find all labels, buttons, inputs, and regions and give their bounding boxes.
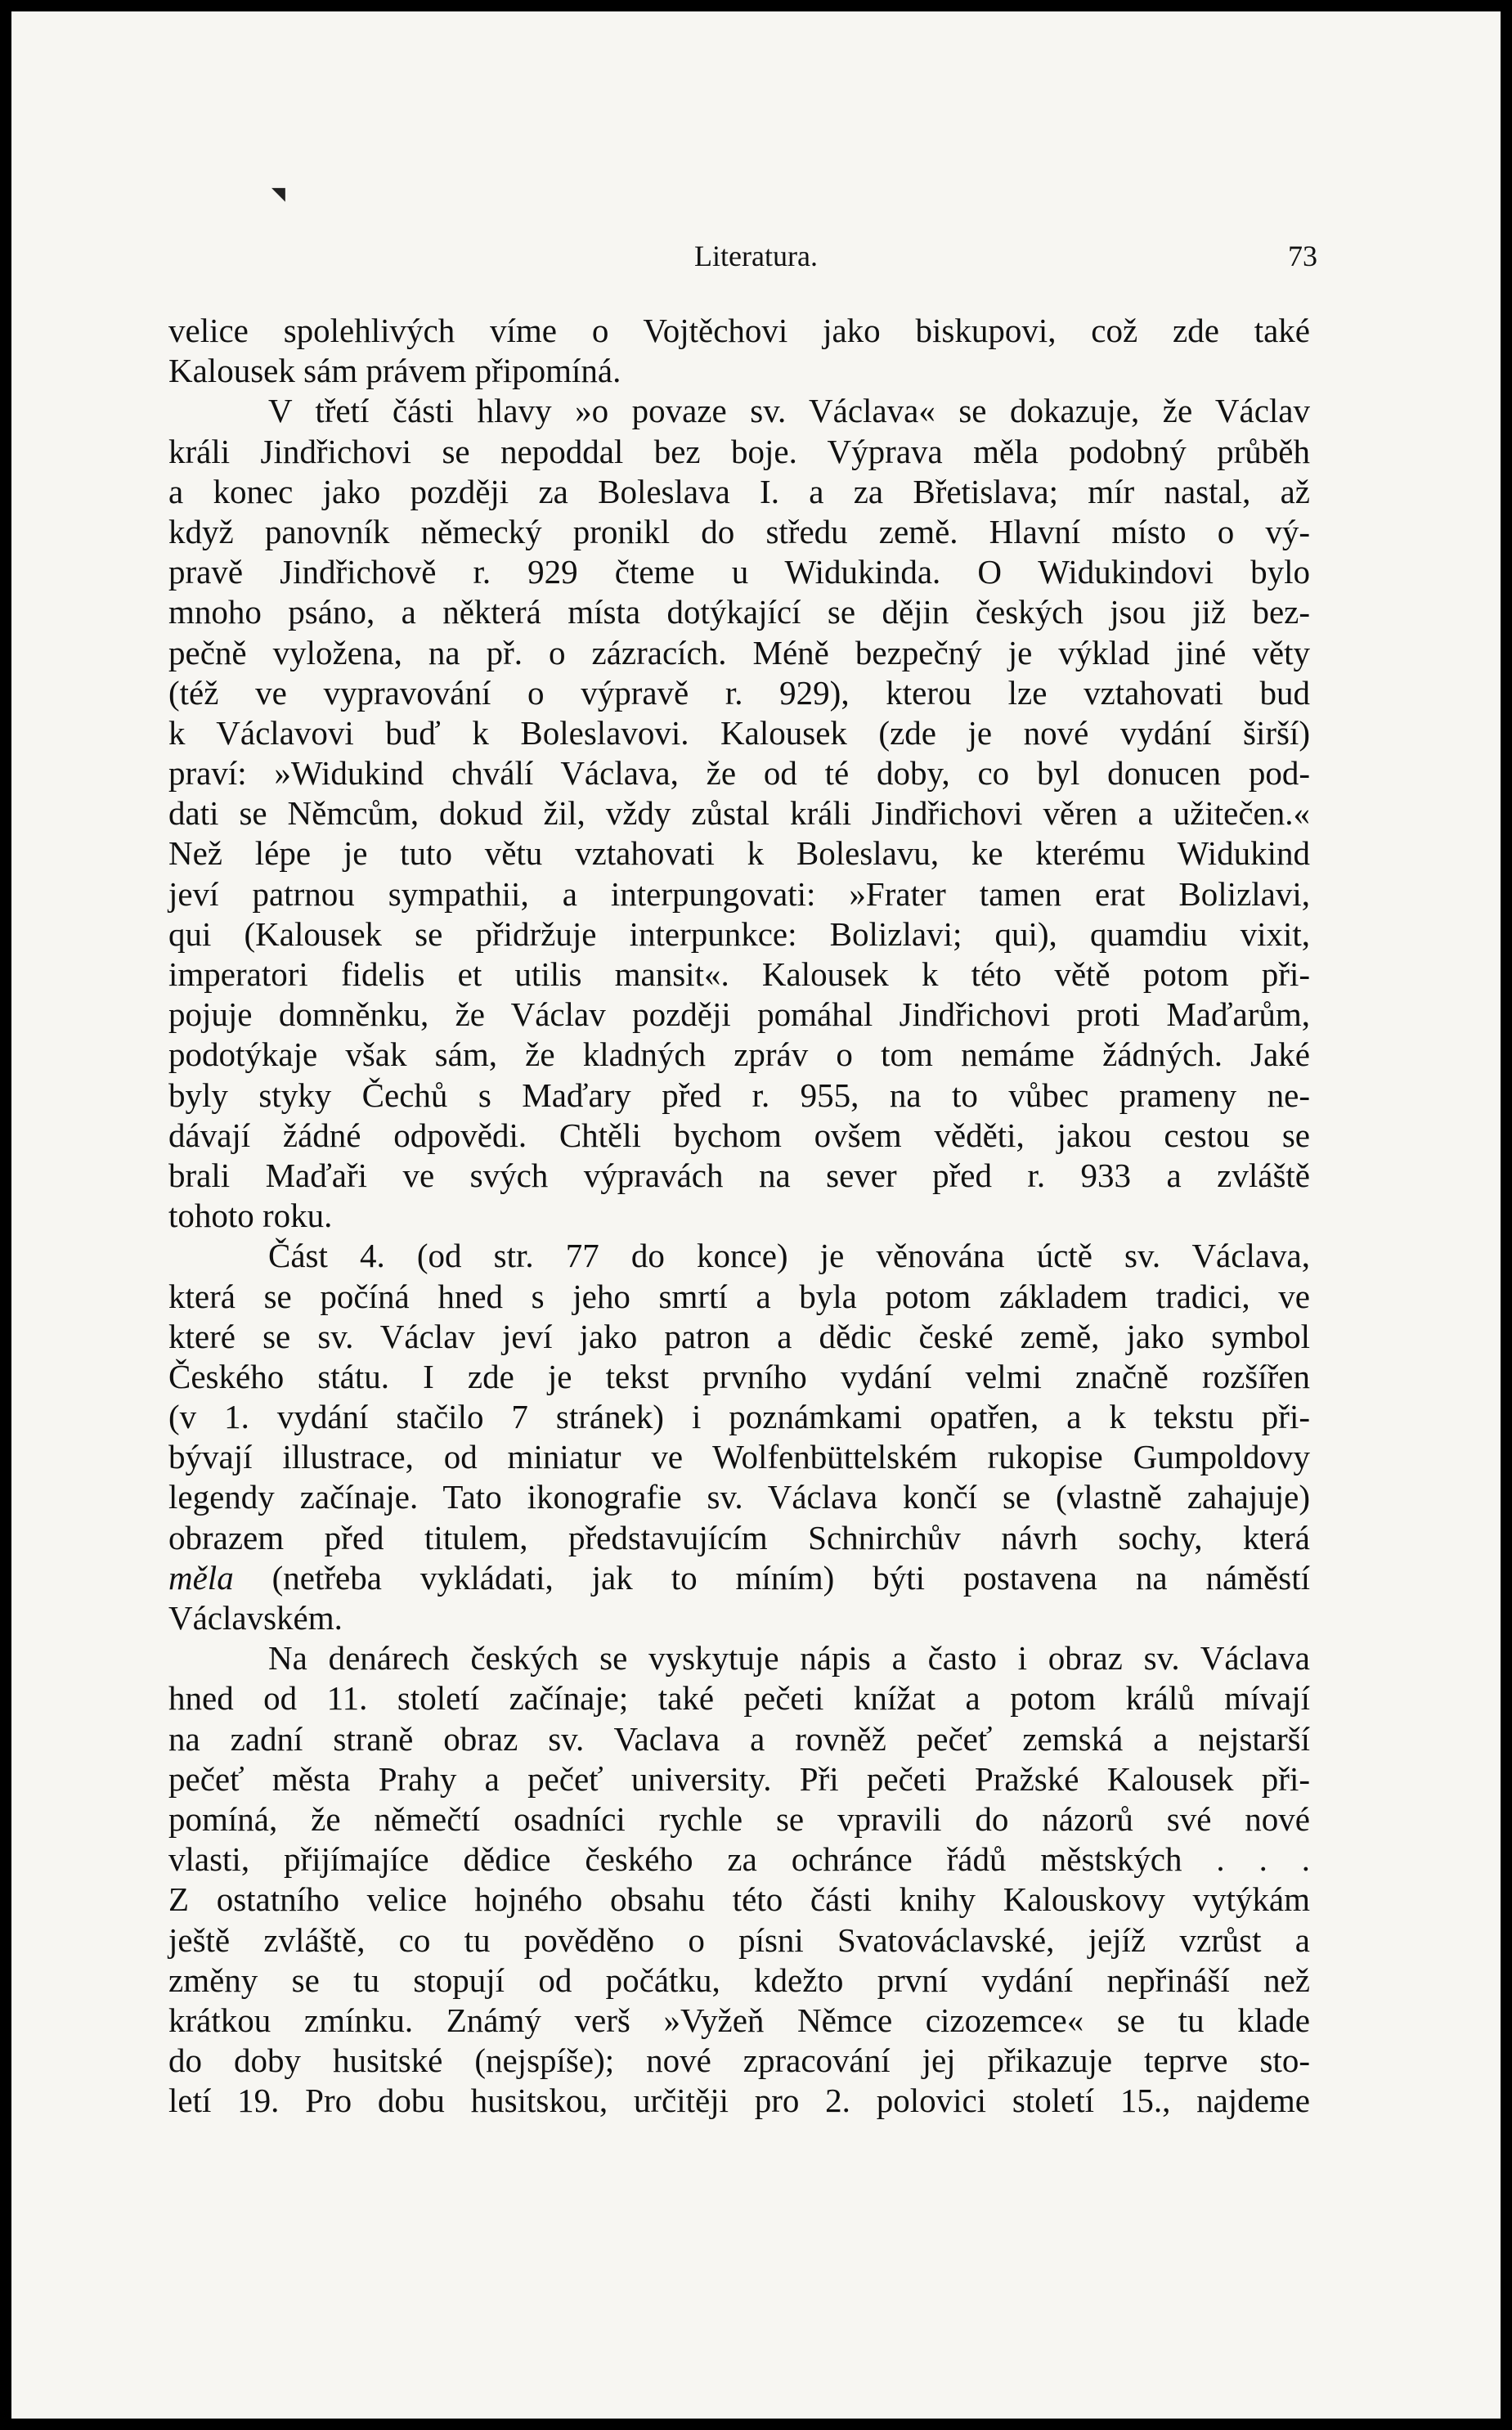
book-page	[11, 11, 1501, 2419]
text-line: a konec jako později za Boleslava I. a za Břetislava; mír nastal, až	[168, 472, 1310, 510]
text-line: pojuje domněnku, že Václav později pomáhal Jindřichovi proti Maďarům,	[168, 995, 1310, 1034]
text-line: (v 1. vydání stačilo 7 stránek) i poznámkami opatřen, a k tekstu při-	[168, 1398, 1310, 1436]
text-line: tohoto roku.	[168, 1197, 333, 1235]
text-line: dati se Němcům, dokud žil, vždy zůstal králi Jindřichovi věren a užitečen.«	[168, 794, 1310, 833]
text-line: hned od 11. století začínaje; také pečeti knížat a potom králů mívají	[168, 1679, 1310, 1718]
text-line: krátkou zmínku. Známý verš »Vyžeň Němce cizozemce« se tu klade	[168, 2001, 1310, 2039]
text-line: pečeť města Prahy a pečeť university. Při pečeti Pražské Kalousek při-	[168, 1759, 1310, 1798]
text-line: praví: »Widukind chválí Václava, že od té doby, co byl donucen pod-	[168, 754, 1310, 793]
text-line: králi Jindřichovi se nepoddal bez boje. Výprava měla podobný průběh	[168, 432, 1310, 470]
text-line: která se počíná hned s jeho smrtí a byla potom základem tradici, ve	[168, 1277, 1310, 1315]
text-line: Na denárech českých se vyskytuje nápis a často i obraz sv. Václava	[268, 1639, 1310, 1678]
text-line	[168, 2121, 1310, 2161]
text-line: qui (Kalousek se přidržuje interpunkce: Bolizlavi; qui), quamdiu vixit,	[168, 914, 1310, 953]
text-line: Z ostatního velice hojného obsahu této části knihy Kalouskovy vytýkám	[168, 1880, 1310, 1919]
text-line: pravě Jindřichově r. 929 čteme u Widukinda. O Widukindovi bylo	[168, 553, 1310, 591]
text-line: dávají žádné odpovědi. Chtěli bychom ovšem věděti, jakou cestou se	[168, 1116, 1310, 1154]
text-line: když panovník německý pronikl do středu země. Hlavní místo o vý-	[168, 512, 1310, 550]
text-line: vlasti, přijímajíce dědice českého za ochránce řádů městských . . .	[168, 1840, 1310, 1879]
text-line: legendy začínaje. Tato ikonografie sv. Václava končí se (vlastně zahajuje)	[168, 1478, 1310, 1516]
italic-word: měla	[168, 1558, 234, 1597]
text-line: bývají illustrace, od miniatur ve Wolfenbüttelském rukopise Gumpoldovy	[168, 1438, 1310, 1476]
text-line: podotýkaje však sám, že kladných zpráv o tom nemáme žádných. Jaké	[168, 1035, 1310, 1074]
text-line: V třetí části hlavy »o povaze sv. Václava« se dokazuje, že Václav	[268, 392, 1310, 430]
text-line: brali Maďaři ve svých výpravách na sever před r. 933 a zvláště	[168, 1156, 1310, 1194]
text-line: změny se tu stopují od počátku, kdežto první vydání nepřináší než	[168, 1961, 1310, 1999]
text-line: imperatori fidelis et utilis mansit«. Kalousek k této větě potom při-	[168, 955, 1310, 993]
text-line: Václavském.	[168, 1599, 343, 1637]
text-line: které se sv. Václav jeví jako patron a dědic české země, jako symbol	[168, 1317, 1310, 1355]
printer-mark: ◥	[271, 183, 285, 204]
text-line-with-italic	[168, 1558, 1310, 1598]
text-line: k Václavovi buď k Boleslavovi. Kalousek (zde je nové vydání širší)	[168, 713, 1310, 752]
text-line: letí 19. Pro dobu husitskou, určitěji pro 2. polovici století 15., najdeme	[168, 2082, 1310, 2120]
text-line: Než lépe je tuto větu vztahovati k Boleslavu, ke kterému Widukind	[168, 834, 1310, 873]
text-line: pečně vyložena, na př. o zázracích. Méně bezpečný je výklad jiné věty	[168, 633, 1310, 672]
text-line: (též ve vypravování o výpravě r. 929), kterou lze vztahovati bud	[168, 673, 1310, 712]
text-line: byly styky Čechů s Maďary před r. 955, na to vůbec prameny ne-	[168, 1076, 1310, 1114]
body-text	[168, 311, 1310, 2162]
text-line: Část 4. (od str. 77 do konce) je věnována úctě sv. Václava,	[268, 1237, 1310, 1275]
running-title: Literatura.	[694, 240, 818, 272]
text-line: Českého státu. I zde je tekst prvního vydání velmi značně rozšířen	[168, 1357, 1310, 1395]
text-line: jeví patrnou sympathii, a interpungovati: »Frater tamen erat Bolizlavi,	[168, 874, 1310, 913]
page-number: 73	[1288, 240, 1317, 272]
text-line-rest: (netřeba vykládati, jak to míním) býti postavena na náměstí	[271, 1558, 1310, 1597]
text-line: mnoho psáno, a některá místa dotýkající se dějin českých jsou již bez-	[168, 593, 1310, 631]
text-line: na zadní straně obraz sv. Vaclava a rovněž pečeť zemská a nejstarší	[168, 1719, 1310, 1758]
text-line: Kalousek sám právem připomíná.	[168, 352, 621, 390]
text-line: do doby husitské (nejspíše); nové zpracování jej přikazuje teprve sto-	[168, 2041, 1310, 2080]
text-line: pomíná, že němečtí osadníci rychle se vpravili do názorů své nové	[168, 1799, 1310, 1838]
running-head	[11, 239, 1501, 280]
text-line: obrazem před titulem, představujícím Schnirchův návrh sochy, která	[168, 1518, 1310, 1556]
text-line: velice spolehlivých víme o Vojtěchovi jako biskupovi, což zde také	[168, 312, 1310, 349]
text-line: ještě zvláště, co tu pověděno o písni Svatováclavské, jejíž vzrůst a	[168, 1920, 1310, 1959]
